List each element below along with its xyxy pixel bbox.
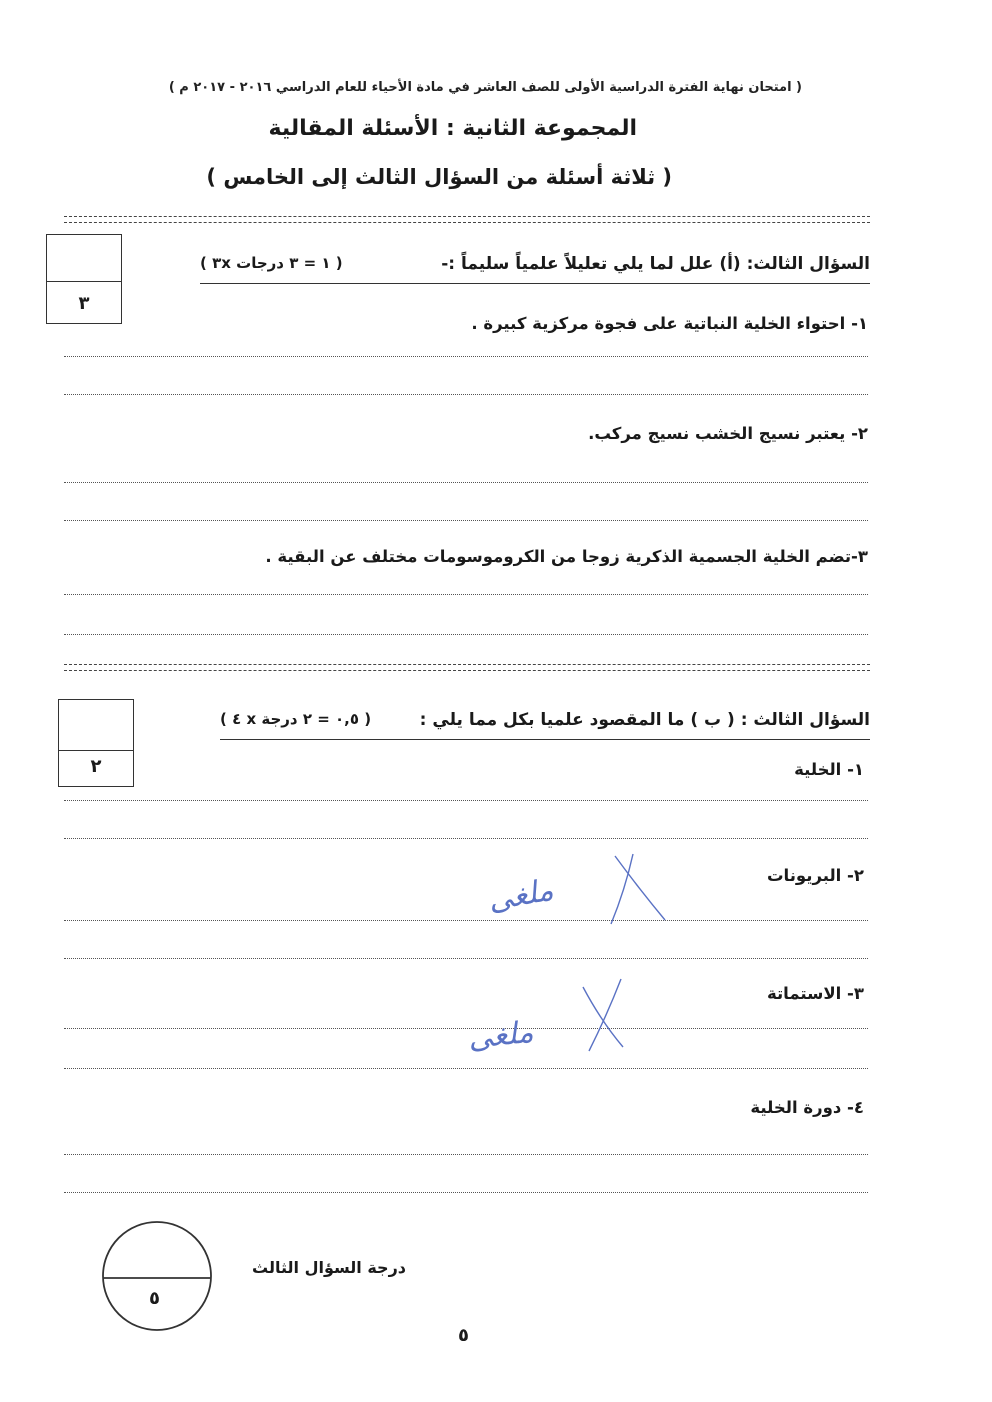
answer-line	[64, 594, 868, 595]
answer-line	[64, 634, 868, 635]
section-b-item-3: ٣- الاستماتة	[766, 984, 864, 1003]
answer-line	[64, 958, 868, 959]
answer-line	[64, 920, 868, 921]
section-a-item-1: ١- احتواء الخلية النباتية على فجوة مركزية كبيرة .	[471, 314, 868, 333]
score-box-a	[46, 234, 122, 324]
group-subtitle: ( ثلاثة أسئلة من السؤال الثالث إلى الخامس )	[206, 165, 672, 189]
section-a-item-3: ٣-تضم الخلية الجسمية الذكرية زوجا من الكروموسومات مختلف عن البقية .	[265, 547, 868, 566]
section-b-title: السؤال الثالث : ( ب ) ما المقصود علميا بكل مما يلي :	[419, 710, 870, 730]
section-divider	[64, 664, 870, 671]
section-divider	[64, 216, 870, 223]
section-b-heading	[220, 708, 870, 740]
answer-line	[64, 520, 868, 521]
section-b-item-2: ٢- البريونات	[766, 866, 864, 885]
section-b-marks: ( ٤ x ٠,٥ = ٢ درجة )	[220, 710, 372, 728]
section-a-title: السؤال الثالث: (أ) علل لما يلي تعليلاً علمياً سليماً :-	[441, 254, 870, 274]
section-a-heading	[200, 252, 870, 284]
group-title: المجموعة الثانية : الأسئلة المقالية	[268, 116, 637, 141]
score-a: ٣	[78, 293, 90, 314]
total-score-value: ٥	[149, 1288, 160, 1309]
handwritten-note: ملغى	[466, 1014, 536, 1057]
section-a-marks: ( ٣x ١ = ٣ درجات )	[200, 254, 343, 272]
total-score-circle	[101, 1220, 213, 1332]
answer-line	[64, 356, 868, 357]
section-a-item-2: ٢- يعتبر نسيج الخشب نسيج مركب.	[588, 424, 868, 443]
cross-mark-icon	[575, 975, 635, 1055]
section-b-item-4: ٤- دورة الخلية	[750, 1098, 864, 1117]
page-number: ٥	[458, 1325, 469, 1346]
score-box-b	[58, 699, 134, 787]
exam-header: ( امتحان نهاية الفترة الدراسية الأولى للصف العاشر في مادة الأحياء للعام الدراسي ٢٠١٦ - ٢٠١٧ م )	[168, 80, 802, 95]
answer-line	[64, 838, 868, 839]
section-b-item-1: ١- الخلية	[794, 760, 864, 779]
answer-line	[64, 1154, 868, 1155]
answer-line	[64, 1028, 868, 1029]
answer-line	[64, 394, 868, 395]
answer-line	[64, 1192, 868, 1193]
score-b: ٢	[90, 756, 102, 777]
handwritten-note: ملغى	[485, 872, 557, 919]
answer-line	[64, 800, 868, 801]
answer-line	[64, 1068, 868, 1069]
total-score-label: درجة السؤال الثالث	[252, 1258, 406, 1277]
answer-line	[64, 482, 868, 483]
cross-mark-icon	[605, 850, 675, 930]
